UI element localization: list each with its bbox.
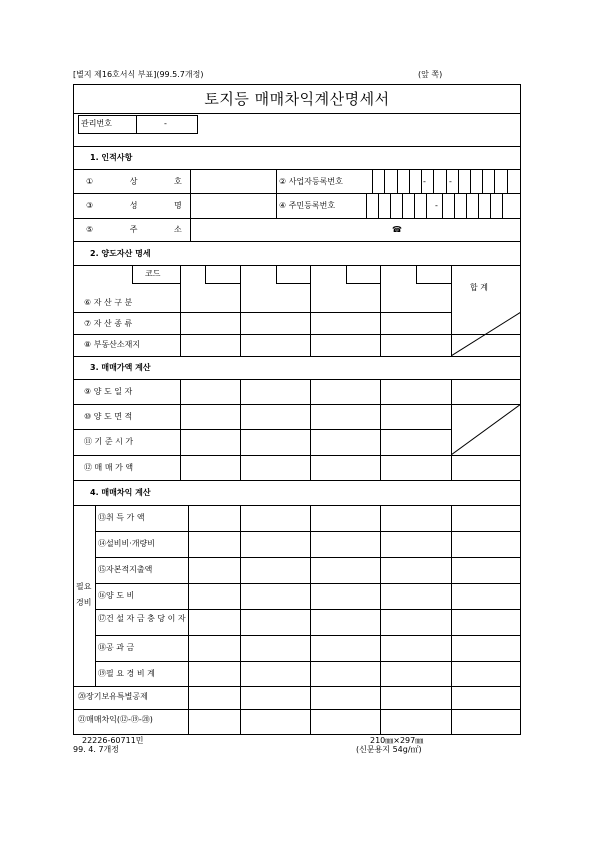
rule xyxy=(190,169,191,241)
rule xyxy=(507,169,508,193)
rule xyxy=(310,505,311,735)
rule xyxy=(95,661,521,662)
expense-total-label: ⑲필 요 경 비 계 xyxy=(98,669,155,678)
rule xyxy=(416,283,451,284)
section4-title: 4. 매매차익 계산 xyxy=(90,488,151,497)
rule xyxy=(451,505,452,735)
rule xyxy=(205,265,206,283)
total-label: 합 계 xyxy=(470,283,488,292)
footer-paper: (신문용지 54g/㎡) xyxy=(356,745,422,754)
rule xyxy=(490,193,491,218)
rule xyxy=(73,455,521,456)
rule xyxy=(73,146,521,147)
rule xyxy=(73,429,451,430)
group-label-1: 필요 xyxy=(76,582,92,591)
rule xyxy=(380,265,381,356)
rule xyxy=(73,218,521,219)
group-label-2: 경비 xyxy=(76,598,92,607)
section1-title: 1. 인적사항 xyxy=(90,153,133,162)
diagonal-strike xyxy=(451,404,521,455)
rule xyxy=(378,193,379,218)
footer-date: 99. 4. 7개정 xyxy=(73,745,119,754)
rule xyxy=(132,265,133,283)
facility-label: ⑭설비비·개량비 xyxy=(98,539,155,548)
rule xyxy=(180,265,181,356)
footer-code: 22226-60711민 xyxy=(82,736,144,745)
rule xyxy=(73,241,521,242)
rule xyxy=(73,480,521,481)
phone-icon: ☎ xyxy=(392,225,402,234)
page-side: (앞 쪽) xyxy=(418,70,443,79)
long-term-label: ⑳장기보유특별공제 xyxy=(78,692,148,701)
form-reference: [별지 제16호서식 부표](99.5.7개정) xyxy=(73,70,204,79)
rule xyxy=(380,379,381,480)
rule xyxy=(73,113,521,114)
rule xyxy=(240,505,241,735)
rule xyxy=(442,193,443,218)
rule xyxy=(414,193,415,218)
transfer-cost-label: ⑯양 도 비 xyxy=(98,591,135,600)
footer-size: 210㎜×297㎜ xyxy=(370,736,424,745)
rule xyxy=(482,169,483,193)
rule xyxy=(502,193,503,218)
rule xyxy=(73,379,521,380)
diagonal-strike xyxy=(451,312,521,356)
mgmt-value[interactable]: - xyxy=(164,119,167,128)
rule xyxy=(402,193,403,218)
rule xyxy=(276,265,277,283)
rule xyxy=(310,265,311,356)
rule xyxy=(240,379,241,480)
rule xyxy=(240,265,241,356)
taxes-label: ⑱공 과 금 xyxy=(98,643,135,652)
rule xyxy=(494,169,495,193)
rule xyxy=(95,583,521,584)
asset-class-label: ⑥ 자 산 구 분 xyxy=(84,298,133,307)
rule xyxy=(188,505,189,735)
rule xyxy=(426,193,427,218)
rule xyxy=(73,686,521,687)
rule xyxy=(95,557,521,558)
rule xyxy=(95,505,96,686)
section2-title: 2. 양도자산 명세 xyxy=(90,249,151,258)
biz-no-label: ② 사업자등록번호 xyxy=(279,177,343,186)
acquisition-label: ⑬취 득 가 액 xyxy=(98,513,145,522)
margin-label: ㉑매매차익(⑫-⑲-⑳) xyxy=(78,715,153,724)
rule xyxy=(372,169,373,193)
rule xyxy=(276,169,277,218)
code-label: 코드 xyxy=(145,269,161,278)
rule xyxy=(95,609,521,610)
name-label: ③ 성 명 xyxy=(86,201,182,210)
sale-price-label: ⑫ 매 매 가 액 xyxy=(84,463,134,472)
rule xyxy=(458,169,459,193)
rule xyxy=(416,265,417,283)
rule xyxy=(446,169,447,193)
interest-label: ⑰건 설 자 금 충 당 이 자 xyxy=(98,614,186,623)
rule xyxy=(346,265,347,283)
rule xyxy=(433,169,434,193)
asset-type-label: ⑦ 자 산 종 류 xyxy=(84,319,133,328)
resident-no-label: ④ 주민등록번호 xyxy=(279,201,336,210)
rule xyxy=(384,169,385,193)
rule xyxy=(421,169,422,193)
rule xyxy=(73,709,521,710)
rule xyxy=(136,115,137,134)
section3-title: 3. 매매가액 계산 xyxy=(90,363,151,372)
rule xyxy=(310,379,311,480)
rule xyxy=(380,505,381,735)
transfer-date-label: ⑨ 양 도 일 자 xyxy=(84,387,133,396)
capital-label: ⑮자본적지출액 xyxy=(98,565,153,574)
trade-name-label: ① 상 호 xyxy=(86,177,182,186)
location-label: ⑧ 부동산소재지 xyxy=(84,340,141,349)
transfer-area-label: ⑩ 양 도 면 적 xyxy=(84,412,133,421)
rule xyxy=(478,193,479,218)
rule xyxy=(73,505,521,506)
standard-price-label: ⑪ 기 준 시 가 xyxy=(84,437,134,446)
rule xyxy=(470,169,471,193)
rule xyxy=(73,265,521,266)
rule xyxy=(73,312,451,313)
rule xyxy=(346,283,380,284)
rule xyxy=(466,193,467,218)
biz-no-dash-2: - xyxy=(449,177,452,186)
form-title: 토지등 매매차익계산명세서 xyxy=(204,90,390,108)
rule xyxy=(276,283,310,284)
rule xyxy=(454,193,455,218)
biz-no-dash-1: - xyxy=(423,177,426,186)
address-label: ⑤ 주 소 xyxy=(86,225,182,234)
rule xyxy=(95,635,521,636)
rule xyxy=(132,283,180,284)
rule xyxy=(95,531,521,532)
rule xyxy=(73,169,521,170)
mgmt-label: 관리번호 xyxy=(81,119,112,128)
rule xyxy=(366,193,367,218)
rule xyxy=(390,193,391,218)
rule xyxy=(205,283,240,284)
rule xyxy=(397,169,398,193)
rule xyxy=(180,379,181,480)
rule xyxy=(73,356,521,357)
resident-no-dash: - xyxy=(435,201,438,210)
rule xyxy=(409,169,410,193)
